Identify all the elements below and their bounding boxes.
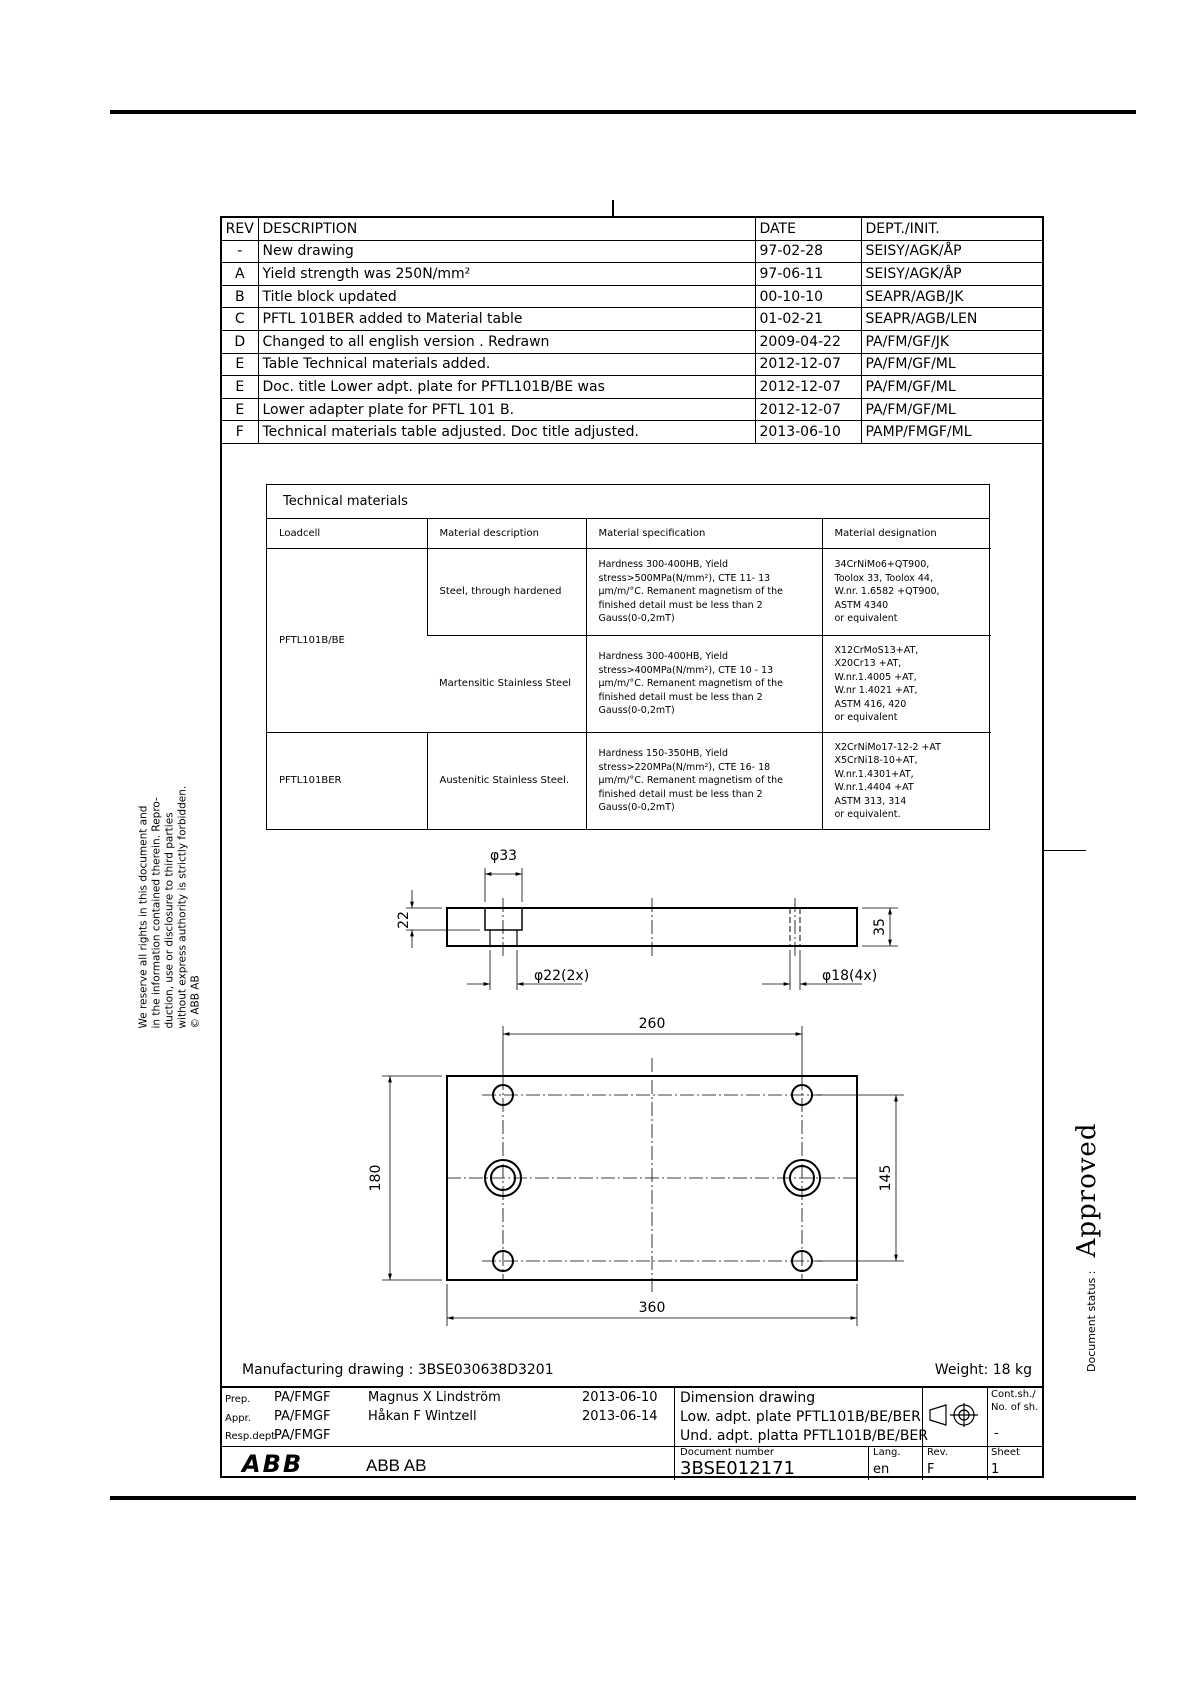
rev-header: REV [222,218,258,240]
material-description-cell: Martensitic Stainless Steel [427,636,586,733]
rights-notice-line: © ABB AB [189,975,202,1029]
dept-cell: PAMP/FMGF/ML [861,421,1042,444]
rev-cell: D [222,330,258,353]
designation-line: X5CrNi18-10+AT, [834,755,918,766]
designation-line: X20Cr13 +AT, [834,658,902,669]
description-cell: PFTL 101BER added to Material table [258,308,755,331]
rev-cell: A [222,263,258,286]
revision-value: F [927,1462,935,1477]
title-block [222,1386,1042,1480]
dim-thickness: 35 [872,918,888,936]
spec-line: Hardness 150-350HB, Yield [598,748,729,760]
spec-line: stress>400MPa(N/mm²), CTE 10 - 13 [598,664,774,676]
material-description-header: Material description [427,519,586,549]
no-sheets-value: - [994,1426,999,1441]
designation-line: 34CrNiMo6+QT900, [834,559,930,571]
bottom-rule [110,1496,1136,1500]
rights-notice-line: without express authority is strictly forbidden. [176,785,189,1029]
rev-cell: F [222,421,258,444]
date-cell: 2012-12-07 [755,398,861,421]
designation-line: or equivalent [834,712,898,723]
designation-line: W.nr.1.4301+AT, [834,768,914,780]
dim-height: 180 [368,1164,384,1192]
spec-line: Hardness 300-400HB, Yield [598,559,729,571]
language-value: en [873,1462,890,1477]
description-cell: Title block updated [258,285,755,308]
document-number-label: Document number [680,1447,775,1458]
dept-cell: PA/FM/GF/ML [861,398,1042,421]
date-cell: 2009-04-22 [755,330,861,353]
date-cell: 97-06-11 [755,263,861,286]
description-cell: New drawing [258,240,755,263]
doc-title-3: Und. adpt. platta PFTL101B/BE/BER [680,1428,929,1444]
description-cell: Changed to all english version . Redrawn [258,330,755,353]
date-cell: 97-02-28 [755,240,861,263]
designation-line: ASTM 4340 [834,599,889,611]
designation-line: or equivalent. [834,809,901,820]
rights-notice-line: in the information contained therein. Repro- [150,797,163,1029]
dim-hole-pitch: 260 [638,1016,666,1032]
document-status-label: Document status : [1085,1270,1098,1372]
weight: Weight: 18 kg [934,1362,1032,1378]
abb-logo: ABB [242,1450,304,1478]
designation-line: Toolox 33, Toolox 44, [834,572,933,584]
technical-materials-title: Technical materials [267,485,989,519]
dim-bore: φ33 [490,848,518,864]
dept-header: DEPT./INIT. [861,218,1042,240]
doc-title-2: Low. adpt. plate PFTL101B/BE/BER [680,1409,921,1425]
dim-hole-large: φ22(2x) [534,968,590,984]
dim-depth: 22 [396,911,412,929]
designation-line: ASTM 313, 314 [834,795,907,807]
material-designation-header: Material designation [822,519,991,549]
material-description-cell: Steel, through hardened [427,549,586,636]
spec-line: Gauss(0-0,2mT) [598,613,675,625]
spec-line: stress>500MPa(N/mm²), CTE 11- 13 [598,572,771,584]
appr-dept: PA/FMGF [274,1409,331,1424]
designation-line: W.nr.1.4404 +AT [834,782,914,793]
spec-line: finished detail must be less than 2 [598,599,763,611]
drawing-sheet [220,216,1044,1478]
date-header: DATE [755,218,861,240]
rights-notice-line: We reserve all rights in this document and [137,805,150,1029]
counterbore [485,908,522,930]
spec-line: Gauss(0-0,2mT) [598,705,675,717]
document-status [1072,1123,1102,1372]
rev-cell: B [222,285,258,308]
spec-line: µm/m/°C. Remanent magnetism of the [598,775,783,787]
date-cell: 2012-12-07 [755,353,861,376]
description-header: DESCRIPTION [258,218,755,240]
cont-sheet-label: Cont.sh./ [991,1389,1036,1400]
date-cell: 2013-06-10 [755,421,861,444]
appr-label: Appr. [225,1413,251,1424]
prep-dept: PA/FMGF [274,1390,331,1405]
no-sheets-label: No. of sh. [991,1402,1039,1413]
designation-line: W.nr.1.4005 +AT, [834,671,917,683]
dept-cell: SEAPR/AGB/JK [861,285,1042,308]
sheet-value: 1 [991,1462,1000,1477]
projection-symbol-icon [928,1402,980,1428]
dept-cell: PA/FM/GF/ML [861,353,1042,376]
material-description-cell: Austenitic Stainless Steel. [427,733,586,830]
resp-label: Resp.dept [225,1431,276,1442]
rev-cell: C [222,308,258,331]
appr-name: Håkan F Wintzell [368,1409,477,1424]
description-cell: Lower adapter plate for PFTL 101 B. [258,398,755,421]
center-mark [612,200,614,216]
appr-date: 2013-06-14 [582,1409,658,1424]
top-rule [110,110,1136,114]
rev-cell: - [222,240,258,263]
sheet-label: Sheet [991,1447,1020,1458]
resp-dept: PA/FMGF [274,1428,331,1443]
description-cell: Technical materials table adjusted. Doc title adjusted. [258,421,755,444]
rev-cell: E [222,398,258,421]
company-name: ABB AB [366,1456,427,1475]
dept-cell: SEISY/AGK/ÅP [861,240,1042,263]
dept-cell: PA/FM/GF/JK [861,330,1042,353]
document-status-value: Approved [1072,1122,1102,1258]
designation-line: ASTM 416, 420 [834,698,907,710]
language-label: Lang. [873,1447,901,1458]
spec-line: finished detail must be less than 2 [598,691,763,703]
designation-line: W.nr. 1.6582 +QT900, [834,586,940,598]
spec-line: µm/m/°C. Remanent magnetism of the [598,586,783,598]
material-specification-header: Material specification [586,519,822,549]
revision-label: Rev. [927,1447,948,1458]
spec-line: µm/m/°C. Remanent magnetism of the [598,678,783,690]
fold-mark [1044,850,1086,851]
designation-line: W.nr 1.4021 +AT, [834,685,918,696]
doc-title-1: Dimension drawing [680,1390,816,1406]
loadcell-cell: PFTL101B/BE [267,549,427,733]
description-cell: Doc. title Lower adpt. plate for PFTL101B/BE was [258,376,755,399]
loadcell-cell: PFTL101BER [267,733,427,830]
rev-cell: E [222,353,258,376]
rev-cell: E [222,376,258,399]
spec-line: Hardness 300-400HB, Yield [598,651,729,663]
description-cell: Yield strength was 250N/mm² [258,263,755,286]
plate-drawing [222,218,1042,1386]
rights-notice [138,709,203,1029]
rights-notice-line: duction, use or disclosure to third parties [163,812,176,1029]
spec-line: stress>220MPa(N/mm²), CTE 16- 18 [598,761,771,773]
dept-cell: SEISY/AGK/ÅP [861,263,1042,286]
date-cell: 00-10-10 [755,285,861,308]
designation-line: X12CrMoS13+AT, [834,644,919,656]
date-cell: 2012-12-07 [755,376,861,399]
manufacturing-drawing: Manufacturing drawing : 3BSE030638D3201 [242,1362,554,1378]
prep-label: Prep. [225,1394,251,1405]
dim-hole-spacing: 145 [878,1164,894,1192]
spec-line: finished detail must be less than 2 [598,788,763,800]
description-cell: Table Technical materials added. [258,353,755,376]
spec-line: Gauss(0-0,2mT) [598,802,675,814]
prep-name: Magnus X Lindström [368,1390,501,1405]
dept-cell: PA/FM/GF/ML [861,376,1042,399]
dim-hole-small: φ18(4x) [822,968,878,984]
designation-line: X2CrNiMo17-12-2 +AT [834,741,941,753]
designation-line: or equivalent [834,613,898,625]
prep-date: 2013-06-10 [582,1390,658,1405]
document-number: 3BSE012171 [680,1458,795,1479]
dept-cell: SEAPR/AGB/LEN [861,308,1042,331]
loadcell-header: Loadcell [279,527,321,539]
date-cell: 01-02-21 [755,308,861,331]
dim-length: 360 [638,1300,666,1316]
